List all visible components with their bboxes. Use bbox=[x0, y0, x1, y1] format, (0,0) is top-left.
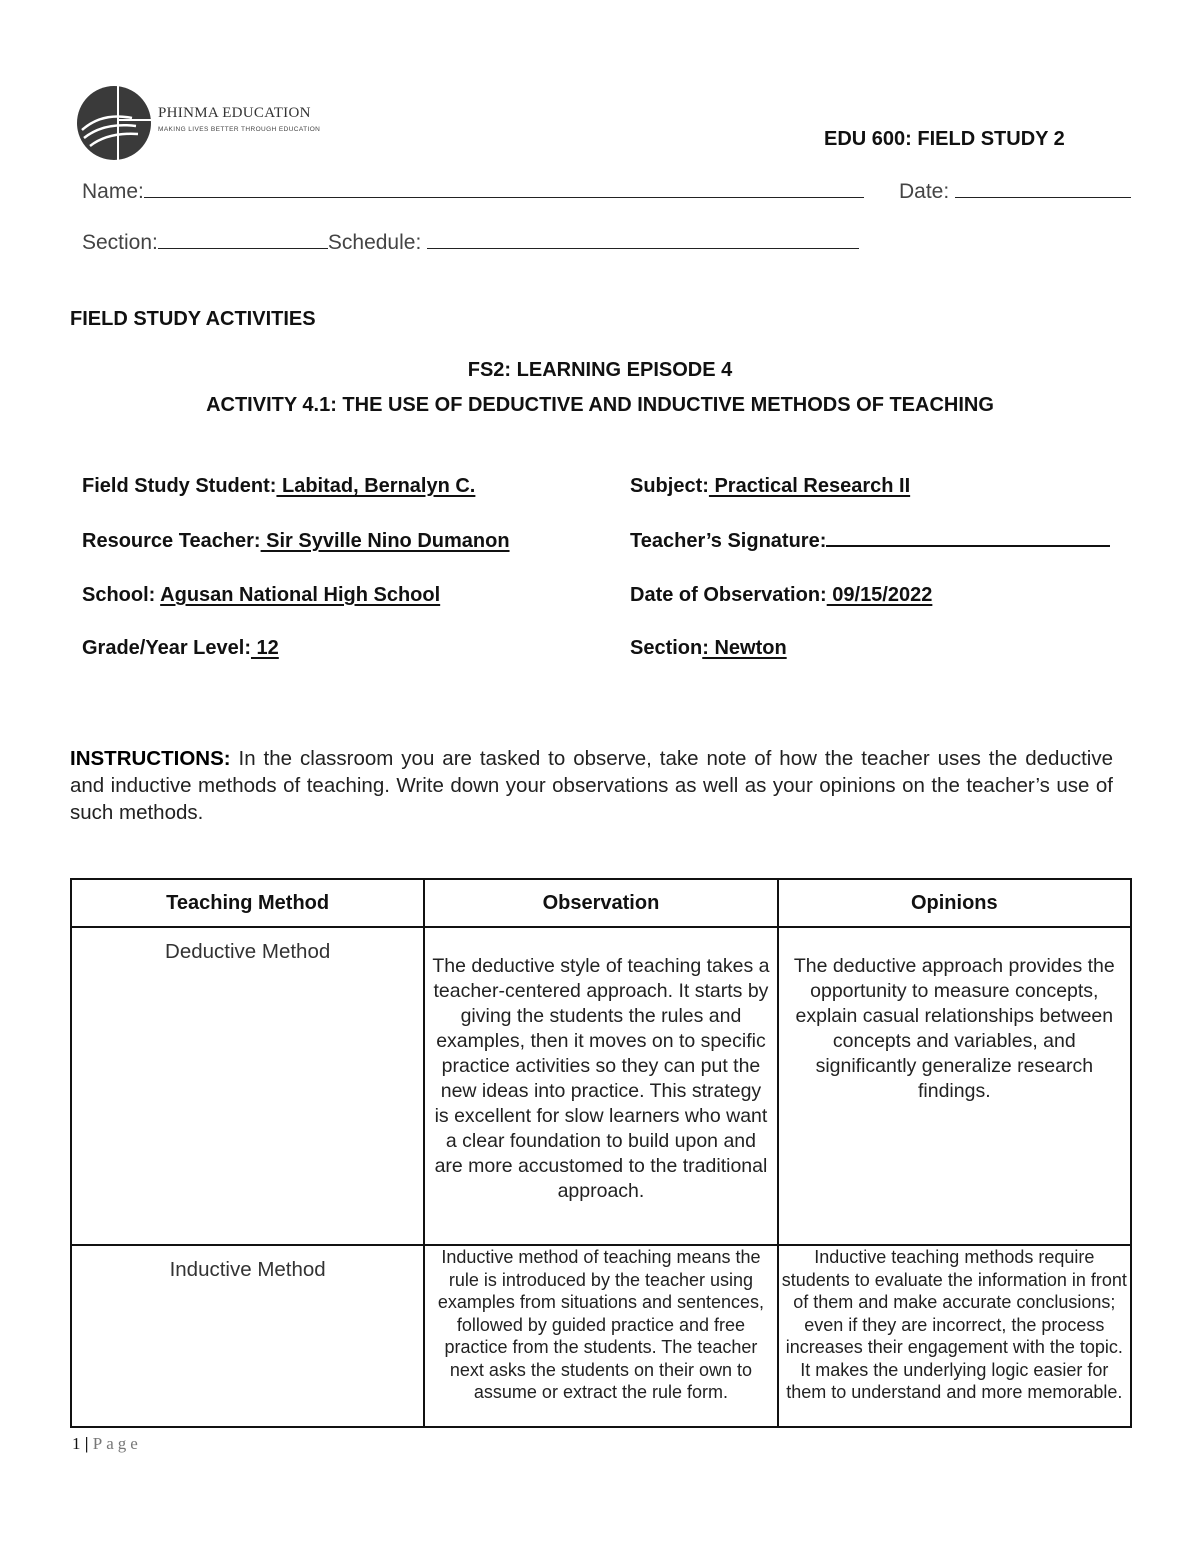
name-blank[interactable] bbox=[144, 197, 864, 198]
date-label: Date: bbox=[899, 180, 950, 203]
page-label: Page bbox=[92, 1434, 142, 1453]
subject-label: Subject: bbox=[630, 475, 709, 497]
table-row bbox=[71, 1245, 1131, 1427]
grade-value: 12 bbox=[250, 637, 279, 659]
method-cell: Inductive Method bbox=[71, 1245, 424, 1427]
school-row bbox=[82, 584, 440, 607]
student-label: Field Study Student: bbox=[82, 475, 277, 497]
page-footer bbox=[72, 1434, 142, 1454]
grade-row bbox=[82, 637, 279, 660]
header-opinions: Opinions bbox=[778, 879, 1131, 927]
signature-row bbox=[630, 530, 1110, 553]
signature-label: Teacher’s Signature: bbox=[630, 530, 827, 552]
logo-name: PHINMA EDUCATION bbox=[158, 105, 311, 121]
table-row bbox=[71, 927, 1131, 1245]
opinion-cell: The deductive approach provides the opportunity to measure concepts, explain casual relationships between concepts and variables, and significantly generalize research findings. bbox=[778, 927, 1131, 1245]
header-teaching-method: Teaching Method bbox=[71, 879, 424, 927]
phinma-logo bbox=[72, 82, 332, 164]
section-label: Section: bbox=[82, 231, 158, 254]
observation-cell: Inductive method of teaching means the rule is introduced by the teacher using examples from situations and sentences, followed by guided practice and free practice from the students. The teacher next asks the students on their own to assume or extract the rule form. bbox=[424, 1245, 777, 1427]
activity-title: ACTIVITY 4.1: THE USE OF DEDUCTIVE AND INDUCTIVE METHODS OF TEACHING bbox=[206, 394, 994, 416]
subject-row bbox=[630, 475, 910, 498]
info-section-row bbox=[630, 637, 787, 660]
info-section-value: : Newton bbox=[702, 637, 787, 659]
method-cell: Deductive Method bbox=[71, 927, 424, 1245]
date-field-row bbox=[899, 180, 1131, 204]
schedule-label: Schedule: bbox=[327, 231, 422, 254]
grade-label: Grade/Year Level: bbox=[82, 637, 251, 659]
teacher-value: Sir Syville Nino Dumanon bbox=[260, 530, 510, 552]
teacher-label: Resource Teacher: bbox=[82, 530, 261, 552]
name-field-row bbox=[82, 180, 864, 204]
date-blank[interactable] bbox=[955, 197, 1131, 198]
page-separator: | bbox=[84, 1434, 89, 1453]
date-observation-label: Date of Observation: bbox=[630, 584, 827, 606]
teacher-row bbox=[82, 530, 510, 553]
header-observation: Observation bbox=[424, 879, 777, 927]
instructions bbox=[70, 745, 1113, 826]
student-row bbox=[82, 475, 475, 498]
signature-blank[interactable] bbox=[826, 531, 1110, 547]
observation-cell: The deductive style of teaching takes a teacher-centered approach. It starts by giving the students the rules and examples, then it moves on to specific practice activities so they can put the new ideas into practice. This strategy is excellent for slow learners who want a clear foundation to build upon and are more accustomed to the traditional approach. bbox=[424, 927, 777, 1245]
info-section-label: Section bbox=[630, 637, 703, 659]
logo-emblem-icon bbox=[72, 82, 162, 164]
page-number: 1 bbox=[72, 1434, 81, 1453]
instructions-text: In the classroom you are tasked to observe, take note of how the teacher uses the deductive and inductive methods of teaching. Write down your observations as well as your opinions on the teacher’s use of such methods. bbox=[70, 747, 1113, 824]
section-schedule-row bbox=[82, 231, 859, 255]
name-label: Name: bbox=[82, 180, 144, 203]
course-title: EDU 600: FIELD STUDY 2 bbox=[824, 128, 1065, 150]
date-observation-value: 09/15/2022 bbox=[826, 584, 933, 606]
student-value: Labitad, Bernalyn C. bbox=[276, 475, 476, 497]
school-value: Agusan National High School bbox=[160, 584, 441, 606]
observation-table bbox=[70, 878, 1132, 1428]
table-header-row bbox=[71, 879, 1131, 927]
episode-title: FS2: LEARNING EPISODE 4 bbox=[467, 359, 733, 381]
logo-tagline: MAKING LIVES BETTER THROUGH EDUCATION bbox=[158, 126, 321, 133]
schedule-blank[interactable] bbox=[427, 248, 859, 249]
date-observation-row bbox=[630, 584, 932, 607]
subject-value: Practical Research II bbox=[708, 475, 911, 497]
section-heading: FIELD STUDY ACTIVITIES bbox=[70, 308, 316, 330]
section-blank[interactable] bbox=[158, 248, 328, 249]
opinion-cell: Inductive teaching methods require students to evaluate the information in front of them and make accurate conclusions; even if they are incorrect, the process increases their engagement with the topic. It makes the underlying logic easier for them to understand and more memorable. bbox=[778, 1245, 1131, 1427]
school-label: School: bbox=[82, 584, 161, 606]
instructions-label: INSTRUCTIONS: bbox=[70, 747, 231, 770]
